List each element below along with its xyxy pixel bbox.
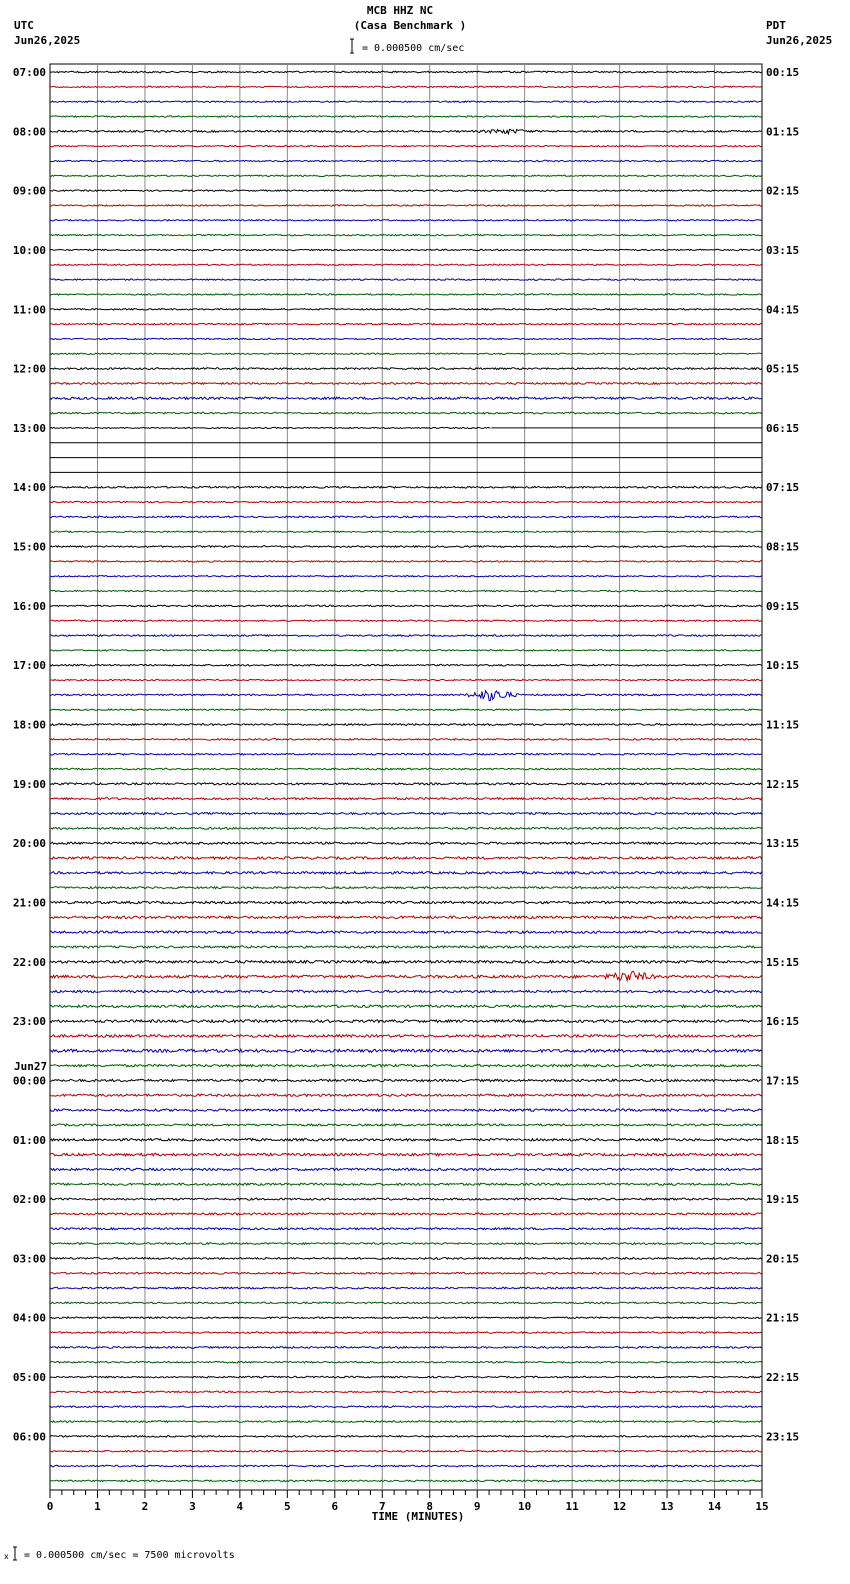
seismogram-trace <box>50 971 762 980</box>
x-tick-label: 3 <box>189 1500 196 1513</box>
pdt-hour-label: 18:15 <box>766 1133 800 1147</box>
scale-bar-icon <box>350 39 354 53</box>
seismogram-trace <box>50 1258 762 1260</box>
seismogram-trace <box>50 294 762 295</box>
seismogram-trace <box>50 590 762 591</box>
seismogram-trace <box>50 827 762 829</box>
pdt-hour-label: 00:15 <box>766 66 800 79</box>
station-location: (Casa Benchmark ) <box>353 19 467 32</box>
pdt-hour-label: 03:15 <box>766 243 800 257</box>
date-change-label: Jun27 <box>14 1059 48 1073</box>
seismogram-trace <box>50 516 762 518</box>
seismogram-trace <box>50 501 762 502</box>
utc-hour-label: 11:00 <box>12 303 46 317</box>
utc-hour-label: 23:00 <box>12 1015 46 1029</box>
x-tick-label: 5 <box>284 1500 291 1513</box>
seismogram-trace <box>50 1480 762 1482</box>
seismogram-trace <box>50 129 762 133</box>
seismogram-trace <box>50 1406 762 1408</box>
utc-hour-label: 10:00 <box>12 243 46 257</box>
utc-hour-label: 02:00 <box>12 1193 46 1207</box>
utc-hour-label: 21:00 <box>12 896 46 910</box>
pdt-hour-label: 15:15 <box>766 955 800 969</box>
utc-hour-label: 01:00 <box>12 1133 46 1147</box>
seismogram-trace <box>50 887 762 889</box>
utc-hour-label: 15:00 <box>12 540 46 554</box>
seismogram-trace <box>50 86 762 87</box>
seismogram-trace <box>50 264 762 265</box>
seismogram-trace <box>50 857 762 859</box>
seismogram-trace <box>50 931 762 933</box>
seismogram-trace <box>50 412 762 414</box>
utc-hour-label: 12:00 <box>12 362 46 376</box>
pdt-hour-label: 17:15 <box>766 1074 800 1088</box>
utc-hour-label: 04:00 <box>12 1311 46 1325</box>
seismogram-trace <box>50 546 762 548</box>
seismogram-trace <box>50 383 762 385</box>
seismogram-trace <box>50 679 762 680</box>
x-tick-label: 1 <box>94 1500 101 1513</box>
seismogram-trace <box>50 1153 762 1156</box>
seismogram-trace <box>50 635 762 637</box>
seismogram-trace <box>50 1272 762 1274</box>
station-title: MCB HHZ NC <box>366 4 434 17</box>
pdt-hour-label: 08:15 <box>766 540 800 554</box>
seismogram-trace <box>50 1465 762 1467</box>
seismogram-trace <box>50 1347 762 1349</box>
seismogram-trace <box>50 872 762 874</box>
seismogram-trace <box>50 1436 762 1438</box>
seismogram-trace <box>50 1376 762 1378</box>
seismogram-trace <box>50 1079 762 1081</box>
x-axis-label: TIME (MINUTES) <box>371 1510 465 1523</box>
seismogram-trace <box>50 338 762 339</box>
pdt-hour-label: 14:15 <box>766 896 800 910</box>
pdt-hour-label: 13:15 <box>766 837 800 851</box>
utc-hour-label: 09:00 <box>12 184 46 198</box>
left-timezone: UTC <box>14 19 34 32</box>
utc-hour-label: 00:00 <box>12 1074 46 1088</box>
pdt-hour-label: 12:15 <box>766 777 800 791</box>
utc-hour-label: 20:00 <box>12 837 46 851</box>
seismogram-trace <box>50 101 762 102</box>
seismogram-trace <box>50 486 762 488</box>
seismogram-trace <box>50 753 762 755</box>
seismogram-trace <box>50 1287 762 1289</box>
footer-scale-bar-icon <box>13 1547 17 1560</box>
pdt-hour-label: 07:15 <box>766 481 800 495</box>
seismogram-trace <box>50 739 762 741</box>
x-tick-label: 11 <box>565 1500 579 1513</box>
pdt-hour-label: 16:15 <box>766 1015 800 1029</box>
seismogram-trace <box>50 990 762 992</box>
seismogram-trace <box>50 1243 762 1245</box>
seismogram-trace <box>50 309 762 310</box>
seismogram-trace <box>50 1035 762 1038</box>
seismogram-trace <box>50 1450 762 1452</box>
seismogram-trace <box>50 1302 762 1304</box>
seismogram-trace <box>50 397 762 399</box>
x-tick-label: 15 <box>755 1500 769 1513</box>
utc-hour-label: 14:00 <box>12 481 46 495</box>
seismogram-trace <box>50 916 762 919</box>
seismogram-trace <box>50 427 490 428</box>
seismogram-trace <box>50 620 762 621</box>
seismogram-trace <box>50 1391 762 1393</box>
seismogram-trace <box>50 323 762 325</box>
x-tick-label: 9 <box>473 1500 481 1513</box>
pdt-hour-label: 11:15 <box>766 718 800 732</box>
utc-hour-label: 08:00 <box>12 125 46 139</box>
pdt-hour-label: 09:15 <box>766 599 800 613</box>
seismogram-trace <box>50 1228 762 1230</box>
pdt-hour-label: 01:15 <box>766 125 800 139</box>
pdt-hour-label: 04:15 <box>766 303 800 317</box>
utc-hour-label: 03:00 <box>12 1252 46 1266</box>
seismogram-trace <box>50 724 762 726</box>
utc-hour-label: 17:00 <box>12 659 46 673</box>
plot-frame <box>50 64 762 1490</box>
seismogram-trace <box>50 1183 762 1185</box>
seismogram-trace <box>50 1361 762 1363</box>
seismogram-trace <box>50 1049 762 1052</box>
pdt-hour-label: 02:15 <box>766 184 800 198</box>
seismogram-trace <box>50 1005 762 1007</box>
seismogram-trace <box>50 576 762 577</box>
utc-hour-label: 07:00 <box>12 66 46 79</box>
seismogram-trace <box>50 368 762 370</box>
x-tick-label: 12 <box>612 1500 627 1513</box>
pdt-hour-label: 05:15 <box>766 362 800 376</box>
seismogram-trace <box>50 961 762 964</box>
seismogram-trace <box>50 175 762 176</box>
seismogram-trace <box>50 768 762 770</box>
left-date: Jun26,2025 <box>14 34 81 47</box>
x-tick-label: 10 <box>518 1500 532 1513</box>
seismogram-trace <box>50 1094 762 1096</box>
utc-hour-label: 13:00 <box>12 421 46 435</box>
seismogram-trace <box>50 946 762 948</box>
x-tick-label: 7 <box>378 1500 386 1513</box>
seismogram-trace <box>50 1168 762 1170</box>
x-tick-label: 8 <box>426 1500 434 1513</box>
utc-hour-label: 18:00 <box>12 718 46 732</box>
seismogram-trace <box>50 531 762 532</box>
seismogram-trace <box>50 205 762 206</box>
seismogram-trace <box>50 605 762 607</box>
pdt-hour-label: 22:15 <box>766 1371 800 1385</box>
seismogram-trace <box>50 691 762 701</box>
seismogram-trace <box>50 71 762 73</box>
x-tick-label: 2 <box>141 1500 149 1513</box>
x-tick-label: 0 <box>46 1500 54 1513</box>
seismogram-trace <box>50 709 762 710</box>
seismogram-trace <box>50 813 762 815</box>
utc-hour-label: 19:00 <box>12 777 46 791</box>
x-tick-label: 14 <box>707 1500 722 1513</box>
seismogram-trace <box>50 561 762 562</box>
seismogram-trace <box>50 353 762 354</box>
utc-hour-label: 05:00 <box>12 1371 46 1385</box>
right-timezone: PDT <box>766 19 786 32</box>
utc-hour-label: 16:00 <box>12 599 46 613</box>
seismogram-trace <box>50 1198 762 1200</box>
pdt-hour-label: 20:15 <box>766 1252 800 1266</box>
seismogram-trace <box>50 650 762 651</box>
seismogram-trace <box>50 1317 762 1319</box>
utc-hour-label: 22:00 <box>12 955 46 969</box>
seismogram-trace <box>50 1213 762 1215</box>
seismogram-trace <box>50 220 762 221</box>
footer-scale-note: = 0.000500 cm/sec = 7500 microvolts <box>24 1550 235 1561</box>
seismogram-trace <box>50 1332 762 1334</box>
scale-label: = 0.000500 cm/sec <box>362 43 465 54</box>
x-tick-label: 6 <box>331 1500 339 1513</box>
right-date: Jun26,2025 <box>766 34 833 47</box>
seismogram-trace <box>50 783 762 785</box>
seismogram-trace <box>50 1124 762 1126</box>
seismogram-trace <box>50 1421 762 1423</box>
seismogram-trace <box>50 116 762 117</box>
seismogram-trace <box>50 798 762 800</box>
seismogram-trace <box>50 279 762 280</box>
pdt-hour-label: 19:15 <box>766 1193 800 1207</box>
seismogram-trace <box>50 190 762 191</box>
seismogram-trace <box>50 249 762 250</box>
seismogram-trace <box>50 160 762 161</box>
seismogram-trace <box>50 1064 762 1066</box>
utc-hour-label: 06:00 <box>12 1430 46 1444</box>
seismogram-trace <box>50 146 762 147</box>
pdt-hour-label: 06:15 <box>766 421 800 435</box>
x-tick-label: 13 <box>660 1500 674 1513</box>
seismogram-trace <box>50 901 762 903</box>
pdt-hour-label: 21:15 <box>766 1311 800 1325</box>
seismogram-trace <box>50 1139 762 1141</box>
pdt-hour-label: 23:15 <box>766 1430 800 1444</box>
seismogram-trace <box>50 842 762 844</box>
seismogram-trace <box>50 1020 762 1023</box>
pdt-hour-label: 10:15 <box>766 659 800 673</box>
footer-marker-glyph: x <box>4 1552 9 1561</box>
seismogram-trace <box>50 664 762 666</box>
seismogram-trace <box>50 234 762 235</box>
seismogram-trace <box>50 1109 762 1111</box>
x-tick-label: 4 <box>236 1500 244 1513</box>
